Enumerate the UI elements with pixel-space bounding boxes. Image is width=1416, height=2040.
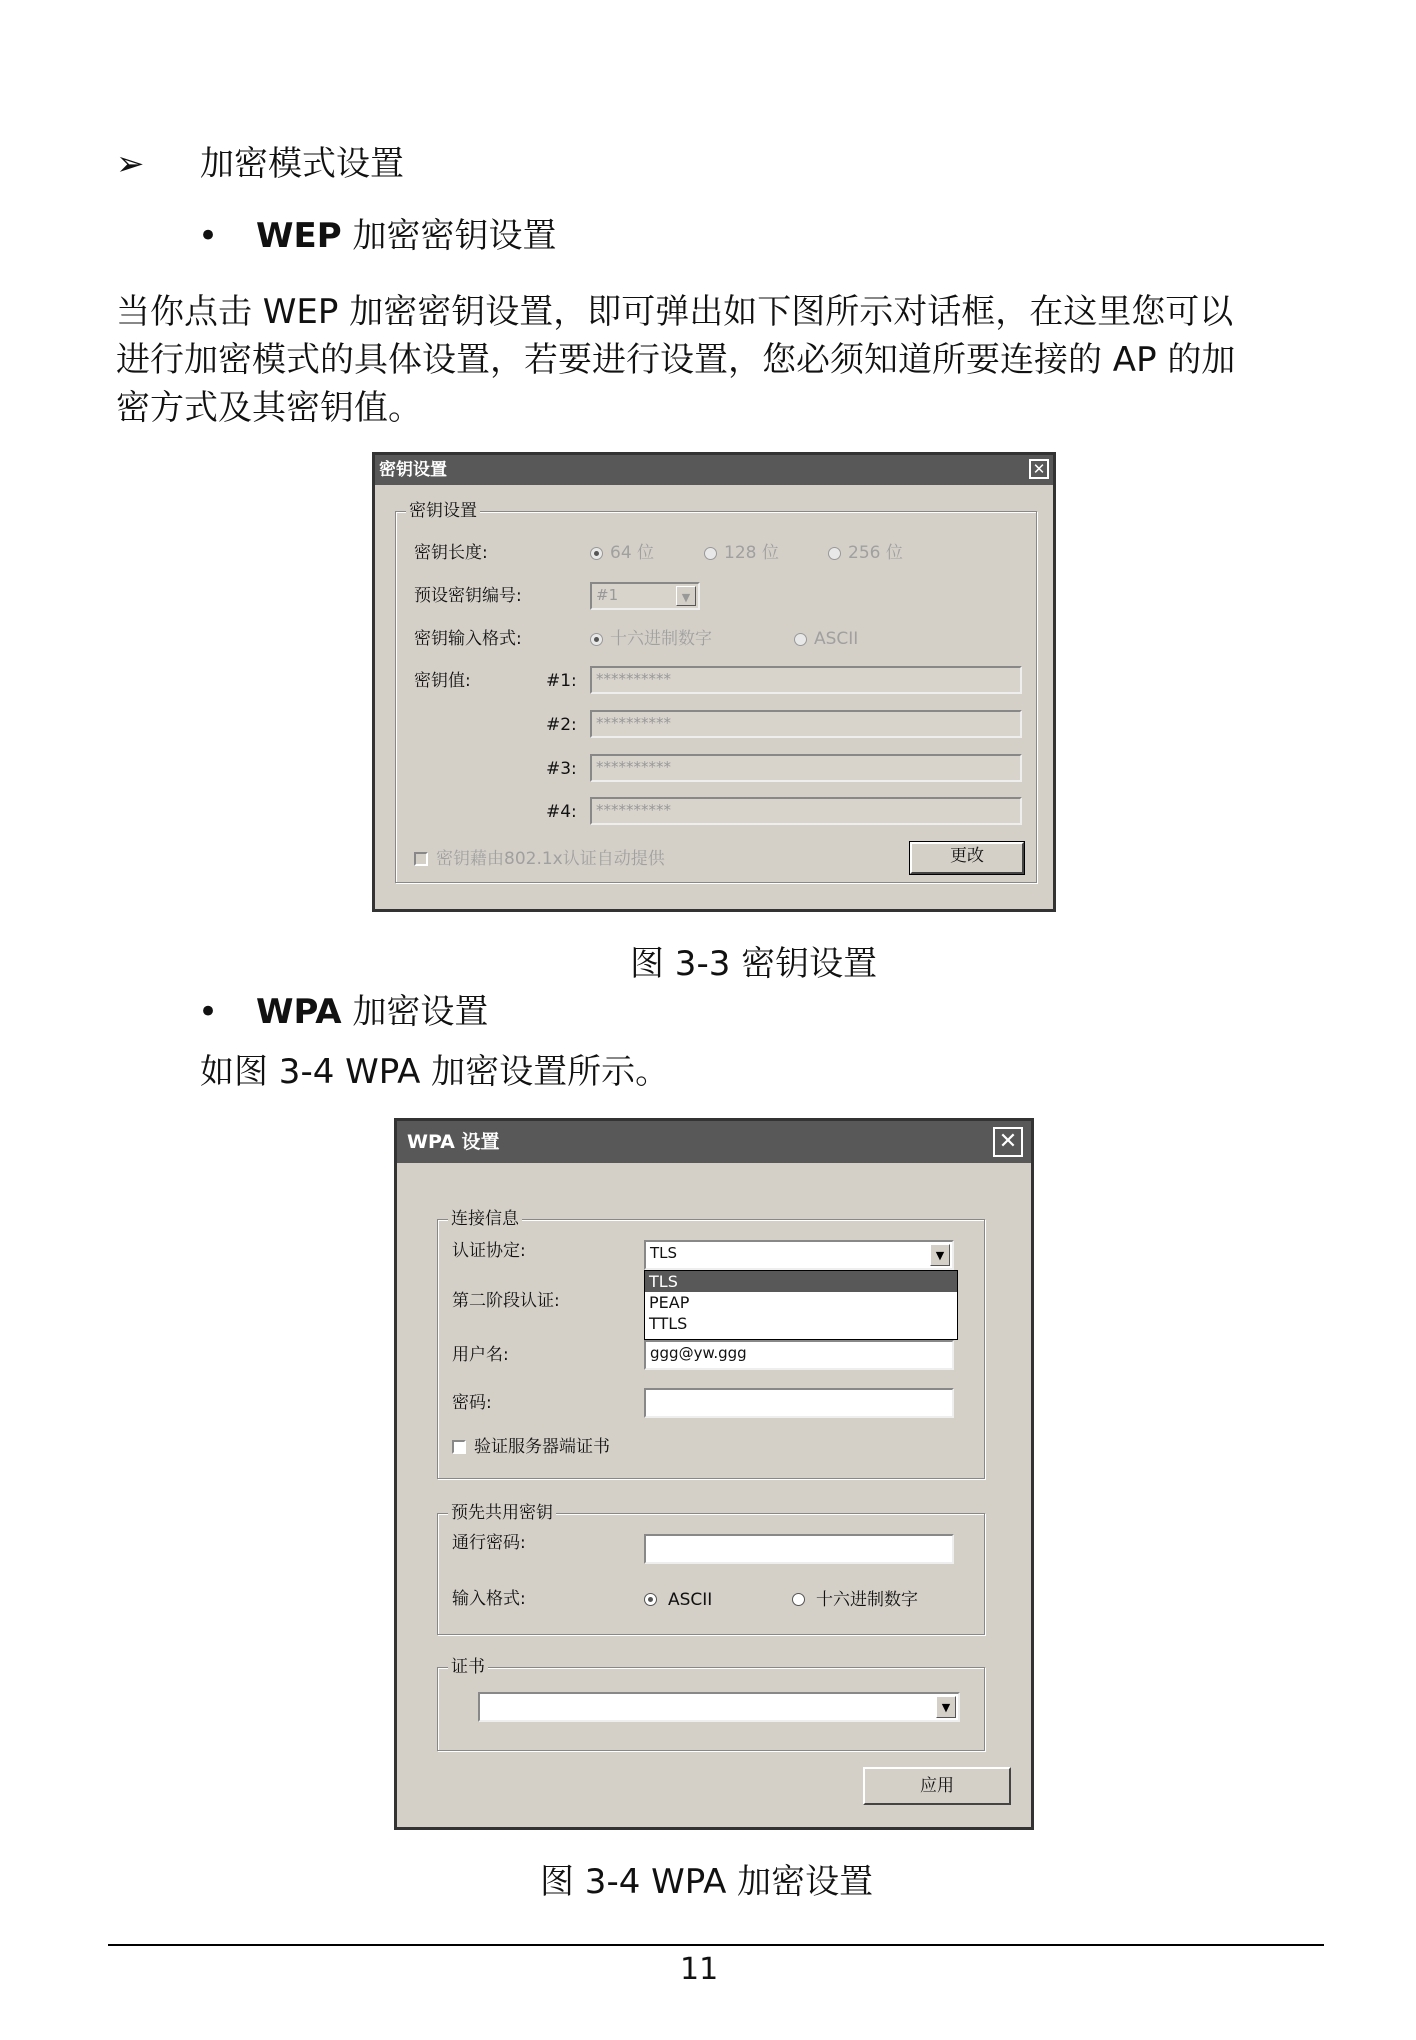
radio-wpa-ascii[interactable]	[644, 1593, 657, 1606]
key-4-input[interactable]: **********	[590, 797, 1022, 825]
radio-wpa-hex-label: 十六进制数字	[816, 1590, 918, 1610]
default-key-label: 预设密钥编号:	[414, 586, 522, 606]
page-number: 11	[680, 1952, 719, 1987]
passphrase-label: 通行密码:	[452, 1533, 526, 1553]
auth-option-ttls[interactable]: TTLS	[649, 1314, 688, 1333]
radio-ascii[interactable]	[794, 633, 807, 646]
password-label: 密码:	[452, 1393, 492, 1413]
wpa-dialog-title: WPA 设置	[397, 1121, 1031, 1163]
auth-option-peap[interactable]: PEAP	[649, 1293, 690, 1312]
password-input[interactable]	[644, 1388, 954, 1418]
wpa-intro: 如图 3-4 WPA 加密设置所示。	[200, 1052, 670, 1092]
wep-heading	[256, 212, 556, 260]
auth-dropdown-list	[644, 1270, 958, 1340]
wep-paragraph-line-1: 当你点击 WEP 加密密钥设置，即可弹出如下图所示对话框，在这里您可以	[116, 292, 1234, 332]
change-button[interactable]: 更改	[910, 842, 1024, 874]
wep-dialog-title: 密钥设置	[375, 455, 1053, 485]
wep-heading-rest: 加密密钥设置	[352, 216, 557, 256]
close-icon[interactable]: ✕	[993, 1127, 1023, 1157]
wep-key-group	[395, 501, 1037, 883]
cert-select[interactable]	[478, 1692, 960, 1722]
radio-ascii-label: ASCII	[814, 629, 859, 649]
footer-divider	[108, 1944, 1324, 1946]
wep-paragraph-line-3: 密方式及其密钥值。	[116, 388, 422, 428]
verify-cert-checkbox[interactable]	[452, 1440, 466, 1454]
radio-wpa-hex[interactable]	[792, 1593, 805, 1606]
radio-hex-label: 十六进制数字	[610, 629, 712, 649]
default-key-value: #1	[596, 586, 619, 604]
key-1-input[interactable]: **********	[590, 666, 1022, 694]
key-4-label: #4:	[546, 802, 577, 822]
auto-key-checkbox[interactable]	[414, 852, 428, 866]
key-2-input[interactable]: **********	[590, 710, 1022, 738]
auto-key-label: 密钥藉由802.1x认证自动提供	[436, 849, 665, 869]
input-format-label: 密钥输入格式:	[414, 629, 522, 649]
passphrase-input[interactable]	[644, 1534, 954, 1564]
wep-paragraph-line-2: 进行加密模式的具体设置，若要进行设置，您必须知道所要连接的 AP 的加	[116, 340, 1236, 380]
username-label: 用户名:	[452, 1345, 509, 1365]
wpa-heading-rest: 加密设置	[352, 992, 489, 1032]
radio-128-label: 128 位	[724, 543, 779, 563]
default-key-select[interactable]	[590, 582, 700, 610]
section-title: 加密模式设置	[200, 144, 404, 184]
wep-caption: 图 3-3 密钥设置	[630, 944, 878, 984]
section-bullet-icon: ➢	[116, 144, 145, 184]
verify-cert-label: 验证服务器端证书	[474, 1437, 610, 1457]
radio-128[interactable]	[704, 547, 717, 560]
key-3-label: #3:	[546, 759, 577, 779]
auth-label: 认证协定:	[452, 1241, 526, 1261]
chevron-down-icon: ▼	[936, 1696, 956, 1718]
auth-option-tls[interactable]: TLS	[645, 1271, 957, 1292]
chevron-down-icon: ▼	[676, 586, 696, 606]
psk-group	[437, 1503, 985, 1635]
radio-256[interactable]	[828, 547, 841, 560]
psk-group-label: 预先共用密钥	[448, 1502, 556, 1524]
close-icon[interactable]: ✕	[1029, 459, 1049, 479]
bullet-dot-icon: •	[198, 992, 219, 1032]
wpa-caption: 图 3-4 WPA 加密设置	[540, 1862, 874, 1902]
wep-dialog	[372, 452, 1056, 912]
phase2-label: 第二阶段认证:	[452, 1291, 560, 1311]
conn-group-label: 连接信息	[448, 1208, 522, 1230]
radio-hex[interactable]	[590, 633, 603, 646]
apply-button[interactable]: 应用	[863, 1767, 1011, 1805]
radio-256-label: 256 位	[848, 543, 903, 563]
conn-info-group	[437, 1209, 985, 1479]
key-3-input[interactable]: **********	[590, 754, 1022, 782]
auth-value: TLS	[650, 1244, 678, 1262]
wpa-heading-bold: WPA	[256, 992, 342, 1032]
auth-select[interactable]	[644, 1240, 954, 1270]
chevron-down-icon: ▼	[930, 1244, 950, 1266]
key-1-label: #1:	[546, 671, 577, 691]
wpa-dialog	[394, 1118, 1034, 1830]
username-input[interactable]: ggg@yw.ggg	[644, 1340, 954, 1370]
radio-64-label: 64 位	[610, 543, 655, 563]
radio-64[interactable]	[590, 547, 603, 560]
key-value-label: 密钥值:	[414, 671, 471, 691]
format-label: 输入格式:	[452, 1589, 526, 1609]
cert-group	[437, 1657, 985, 1751]
key-length-label: 密钥长度:	[414, 543, 488, 563]
wep-group-label: 密钥设置	[406, 500, 480, 522]
key-2-label: #2:	[546, 715, 577, 735]
cert-group-label: 证书	[448, 1656, 488, 1678]
wpa-heading	[256, 988, 488, 1036]
wep-heading-bold: WEP	[256, 216, 342, 256]
radio-wpa-ascii-label: ASCII	[668, 1590, 713, 1610]
bullet-dot-icon: •	[198, 216, 219, 256]
